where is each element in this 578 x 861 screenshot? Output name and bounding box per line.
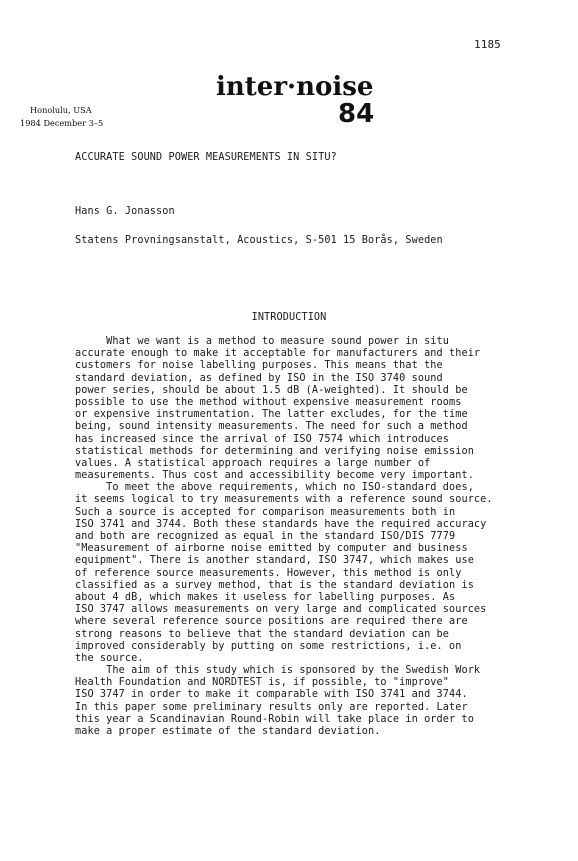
body-line: ISO 3747 in order to make it comparable with ISO 3741 and 3744. bbox=[75, 689, 468, 701]
logo-wordmark: inter·noise bbox=[216, 72, 374, 102]
body-line: ISO 3747 allows measurements on very large and complicated sources bbox=[75, 604, 487, 616]
body-line: power series, should be about 1.5 dB (A-weighted). It should be bbox=[75, 384, 468, 396]
body-line: and both are recognized as equal in the standard ISO/DIS 7779 bbox=[75, 531, 456, 542]
logo-location: Honolulu, USA bbox=[30, 105, 92, 115]
body-line: equipment". There is another standard, ISO 3747, which makes use bbox=[75, 555, 474, 567]
body-line: values. A statistical approach requires a large number of bbox=[75, 457, 431, 469]
body-line: it seems logical to try measurements with a reference sound source. bbox=[75, 494, 493, 506]
body-line: measurements. Thus cost and accessibility become very important. bbox=[75, 470, 474, 482]
body-line: Such a source is accepted for comparison measurements both in bbox=[75, 506, 456, 518]
body-line: customers for noise labelling purposes. This means that the bbox=[75, 360, 443, 372]
body-line: ISO 3741 and 3744. Both these standards have the required accuracy bbox=[75, 518, 487, 530]
body-line: where several reference source positions are required there are bbox=[75, 616, 468, 628]
body-line: standard deviation, as defined by ISO in the ISO 3740 sound bbox=[75, 372, 443, 384]
author-affiliation: Statens Provningsanstalt, Acoustics, S-501 15 Borås, Sweden bbox=[75, 235, 443, 246]
author-name: Hans G. Jonasson bbox=[75, 206, 175, 217]
body-line: of reference source measurements. However, this method is only bbox=[75, 567, 462, 579]
conference-logo bbox=[216, 72, 375, 144]
body-line: improved considerably by putting on some restrictions, i.e. on bbox=[75, 640, 462, 652]
body-paragraphs bbox=[75, 336, 515, 738]
body-line: accurate enough to make it acceptable for manufacturers and their bbox=[75, 348, 481, 360]
body-line: The aim of this study which is sponsored by the Swedish Work bbox=[75, 665, 481, 677]
page-number: 1185 bbox=[474, 38, 501, 51]
body-line: To meet the above requirements, which no ISO-standard does, bbox=[75, 482, 474, 494]
body-line: statistical methods for determining and verifying noise emission bbox=[75, 445, 474, 457]
logo-year: 84 bbox=[338, 99, 375, 129]
body-line: What we want is a method to measure sound power in situ bbox=[75, 336, 450, 347]
logo-dates: 1984 December 3–5 bbox=[20, 118, 104, 128]
body-line: being, sound intensity measurements. The need for such a method bbox=[75, 421, 468, 433]
body-line: classified as a survey method, that is the standard deviation is bbox=[75, 579, 474, 591]
body-line: this year a Scandinavian Round-Robin will take place in order to bbox=[75, 713, 474, 725]
body-line: In this paper some preliminary results only are reported. Later bbox=[75, 701, 468, 713]
section-heading: INTRODUCTION bbox=[251, 312, 327, 323]
body-line: strong reasons to believe that the standard deviation can be bbox=[75, 628, 450, 640]
body-line: Health Foundation and NORDTEST is, if possible, to "improve" bbox=[75, 677, 450, 689]
body-line: "Measurement of airborne noise emitted by computer and business bbox=[75, 543, 468, 555]
body-line: possible to use the method without expensive measurement rooms bbox=[75, 396, 462, 408]
body-line: about 4 dB, which makes it useless for labelling purposes. As bbox=[75, 591, 456, 603]
body-line: make a proper estimate of the standard deviation. bbox=[75, 726, 381, 737]
paper-title: ACCURATE SOUND POWER MEASUREMENTS IN SITU? bbox=[75, 152, 337, 163]
body-line: or expensive instrumentation. The latter excludes, for the time bbox=[75, 409, 468, 421]
body-line: the source. bbox=[75, 652, 144, 664]
body-line: has increased since the arrival of ISO 7574 which introduces bbox=[75, 433, 450, 445]
